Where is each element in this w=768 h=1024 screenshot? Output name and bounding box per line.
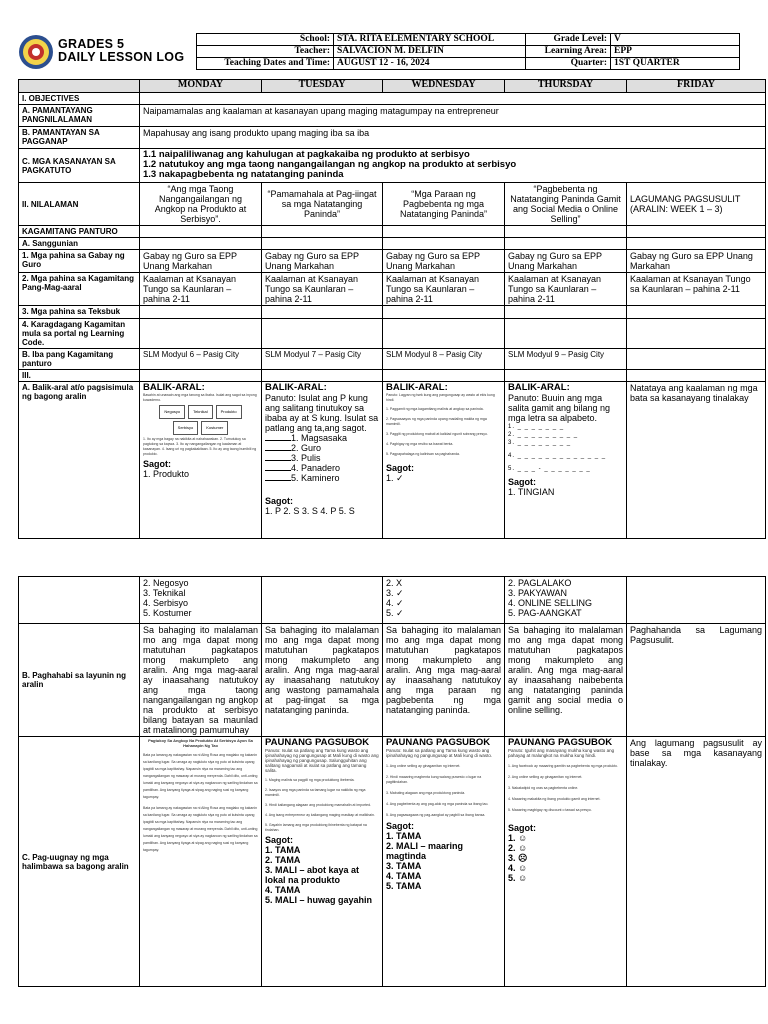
kasanayan-list: 1.1 naipaliliwanag ang kahulugan at pagkakaiba ng produkto at serbisyo 1.2 natutukoy ang mga taong nangangailangan ng angkop na produkto at serbisyo 1.3 nakapagbebenta ng natatanging paninda	[140, 149, 766, 183]
day-header: WEDNESDAY	[383, 80, 505, 93]
nilalaman-mon: “Ang mga Taong Nangangailangan ng Angkop na Produkto at Serbisyo”.	[140, 183, 262, 226]
pamantayang-text: Naipamamalas ang kaalaman at kasanayan upang maging matagumpay na entrepreneur	[140, 105, 766, 127]
objectives-label: I. OBJECTIVES	[19, 93, 140, 105]
teksbuk-label: 3. Mga pahina sa Teksbuk	[19, 306, 140, 319]
layunin-mon: Sa bahaging ito malalaman mo ang mga dapat mong matutuhan pagkatapos mong makumpleto ang aralin. Ang mga mag-aaral ay inaasahang natutukoy ang mga taong nangangailangan ng angkop na produkto at serbisyo bilang batayan sa maunlad at matalinong pamumuhay	[140, 624, 262, 737]
lesson-table-1	[18, 79, 766, 539]
kagamitan2-wed: Kaalaman at Ksanayan Tungo sa Kaunlaran – pahina 2-11	[383, 273, 505, 306]
iba-mon: SLM Modyul 6 – Pasig City	[140, 349, 262, 370]
day-header: MONDAY	[140, 80, 262, 93]
nilalaman-wed: “Mga Paraan ng Pagbebenta ng mga Natatanging Paninda”	[383, 183, 505, 226]
cont-mon: 2. Negosyo 3. Teknikal 4. Serbisyo 5. Kostumer	[140, 577, 262, 624]
nilalaman-fri: LAGUMANG PAGSUSULIT (ARALIN: WEEK 1 – 3)	[627, 183, 766, 226]
pagganap-label: B. PAMANTAYAN SA PAGGANAP	[19, 127, 140, 149]
quarter: 1ST QUARTER	[611, 58, 740, 70]
sanggunian-label: A. Sanggunian	[19, 238, 140, 250]
iba-thu: SLM Modyul 9 – Pasig City	[505, 349, 627, 370]
iii-label: III.	[19, 370, 140, 382]
smiley-answer: 3. ☹	[508, 853, 528, 863]
pagsubok-wed: PAUNANG PAGSUBOK Panuto: Isulat sa patlang ang Tama kung wasto ang ipinahahayag ng pangungusap at Mali kung di wasto. 1. Ang online selling ay ginagamitan ng internet. 2. Hindi maaaring magbenta kung walang puwesto o lugar na pagtitindahan. 3. Mabuting alagaan ang mga produktong paninda. 4. Ang pagbebenta ay ang pag-alok ng mga paninda sa ibang tao. 5. Ang pagsasagawa ng pag-aangkat ay pagbili sa ibang bansa. Sagot: 1. TAMA 2. MALI – maaring magtinda 3. TAMA 4. TAMA 5. TAMA	[383, 737, 505, 987]
log-title: GRADES 5 DAILY LESSON LOG	[58, 37, 185, 64]
gabay-label: 1. Mga pahina sa Gabay ng Guro	[19, 250, 140, 273]
pagsubok-fri: Ang lagumang pagsusulit ay base sa mga kasanayang tinalakay.	[627, 737, 766, 987]
balik-wed: BALIK-ARAL: Panuto: Lagyan ng tsek kung ang pangungusap ay wasto at ekis kung hindi. 1. Paggamit ng mga kagamitang malinis at angkop sa paninda. 2. Pagsasaayos ng mga paninda upang madaling makita ng mga mamimili. 3. Paggiit ng produktong mabuti at kalidad ngunit sobrang presyo. 4. Pagbigay ng mga resibo sa bawat benta. 5. Pagpapahalaga ng kalinisan sa paghahanda. Sagot: 1. ✓	[383, 382, 505, 539]
layunin-fri: Paghahanda sa Lagumang Pagsusulit.	[627, 624, 766, 737]
puzzle-blanks: 1. _ _ _ _ _ _ _ 2. _ _ _ _ _ _ _ _ _ 3. _ _ _ _ _ _ _ _ 4. _ _ _ _ _ _ _ _ _ _ _ _ _ 5. _ _ _ - _ _ _ _ _ _ _	[508, 424, 607, 472]
lesson-table-2	[18, 576, 766, 987]
karagdagan-label: 4. Karagdagang Kagamitan mula sa portal ng Learning Code.	[19, 319, 140, 349]
balik-label: A. Balik-aral at/o pagsisimula ng bagong aralin	[19, 382, 140, 539]
gabay-wed: Gabay ng Guro sa EPP Unang Markahan	[383, 250, 505, 273]
layunin-label: B. Paghahabi sa layunin ng aralin	[19, 624, 140, 737]
kagamitan2-fri: Kaalaman at Ksanayan Tungo sa Kaunlaran – pahina 2-11	[627, 273, 766, 306]
day-header: FRIDAY	[627, 80, 766, 93]
header	[18, 33, 765, 71]
smiley-answer: 4. ☺	[508, 863, 528, 873]
gabay-fri: Gabay ng Guro sa EPP Unang Markahan	[627, 250, 766, 273]
smiley-answer: 5. ☺	[508, 873, 528, 883]
nilalaman-tue: “Pamamahala at Pag-iingat sa mga Natatanging Paninda”	[262, 183, 383, 226]
pagsubok-tue: PAUNANG PAGSUBOK Panuto: Isulat sa patlang ang Tama kung wasto ang ipinahahayag ng pangungusap at Mali kung di wasto ang ipinahahayag ng pangungusap. Salungguhitan ang salitang nagpamali at isulat sa patlang ang tamang salita. 1. Maging malinis sa pagpili ng mga produktong ibebenta. 2. Isaayos ang mga paninda sa tamang lugar na nakikita ng mga mamimili. 3. Hindi kailangang alagaan ang produktong mamahalin at imported. 4. Ang isang entrepreneur ay kailangang maging masikap at malikhain. 5. Gayahin lamang ang mga produktong ibinebenta ng katapat na tindahan. Sagot: 1. TAMA 2. TAMA 3. MALI – abot kaya at lokal na produkto 4. TAMA 5. MALI – huwag gayahin	[262, 737, 383, 987]
grade-level: V	[611, 34, 740, 46]
pagsubok-thu: PAUNANG PAGSUBOK Panuto: Iguhit ang masayang mukha kung wasto ang pahayag at malungkot na mukha kung hindi. 1. Ang facebook ay maaaring gamitin sa pagbebenta ng mga produkto. 2. Ang online selling ay ginagamitan ng internet. 3. Nakakatipid ng oras sa pagbebenta online. 4. Maaaring makakita ng ibang produkto gamit ang internet. 5. Maaaring magbigay ng discount o tawad sa presyo. Sagot: 1. ☺ 2. ☺ 3. ☹ 4. ☺ 5. ☺	[505, 737, 627, 987]
pagsubok-mon: Pagtukoy Sa Angkop Na Produkto At Serbisyo Ayon Sa Hahanapin Ng Tao Bata pa lamang ay nakagawian na ni Aling Rosa ang maglako ng kakanin sa kanilang lugar. Sa umaga ay nagluluto siya ng puto at kutsinta upang ipagbili sa mga kapitbahay. Napansin niya na maraming tao ang nangangailangan ng masarap at murang meryenda. Dahil dito, unti-unting lumaki ang kanyang negosyo at siya ay nagkaroon ng sariling tindahan sa pamilihan. Ang kanyang tiyaga at sipag ang naging susi ng kanyang tagumpay. Bata pa lamang ay nakagawian na ni Aling Rosa ang maglako ng kakanin sa kanilang lugar. Sa umaga ay nagluluto siya ng puto at kutsinta upang ipagbili sa mga kapitbahay. Napansin niya na maraming tao ang nangangailangan ng masarap at murang meryenda. Dahil dito, unti-unting lumaki ang kanyang negosyo at siya ay nagkaroon ng sariling tindahan sa pamilihan. Ang kanyang tiyaga at sipag ang naging susi ng kanyang tagumpay.	[140, 737, 262, 987]
deped-seal-icon	[18, 34, 54, 70]
layunin-wed: Sa bahaging ito malalaman mo ang mga dapat mong matutuhan pagkatapos mong makumpleto ang aralin. Ang mga mag-aaral ay inaasahang natutukoy ang mga paraan ng pagbebenta ng mga natatanging paninda.	[383, 624, 505, 737]
gabay-tue: Gabay ng Guro sa EPP Unang Markahan	[262, 250, 383, 273]
balik-fri: Natataya ang kaalaman ng mga bata sa kasanayang tinalakay	[627, 382, 766, 539]
balik-mon: BALIK-ARAL: Basahin at unawain ang mga tanong sa ibaba. Isulat ang sagot sa inyong kuwaderno. Negosyo Teknikal Produkto Serbisyo Kostumer 1. Ito ay mga bagay na nakikita at nahahawakan. 2. Tumutukoy sa pagtulong sa kapwa. 3. Ito ay nangangailangan ng kaalaman at kasanayan. 4. Isang uri ng pagkakakitaan. 5. Ito ay ang taong bumibili ng produkto. Sagot: 1. Produkto	[140, 382, 262, 539]
gabay-mon: Gabay ng Guro sa EPP Unang Markahan	[140, 250, 262, 273]
day-header: TUESDAY	[262, 80, 383, 93]
iba-label: B. Iba pang Kagamitang panturo	[19, 349, 140, 370]
day-header: THURSDAY	[505, 80, 627, 93]
cont-wed: 2. X 3. ✓ 4. ✓ 5. ✓	[383, 577, 505, 624]
balik-tue: BALIK-ARAL: Panuto: Isulat ang P kung ang salitang tinutukoy sa ibaba ay at S kung. Isulat sa patlang ang ta,ang sagot. 1. Magsasaka 2. Guro 3. Pulis 4. Panadero 5. Kaminero Sagot: 1. P 2. S 3. S 4. P 5. S	[262, 382, 383, 539]
kagamitan2-thu: Kaalaman at Ksanayan Tungo sa Kaunlaran – pahina 2-11	[505, 273, 627, 306]
teaching-dates: AUGUST 12 - 16, 2024	[334, 58, 526, 70]
pamantayang-label: A. PAMANTAYANG PANGNILALAMAN	[19, 105, 140, 127]
gabay-thu: Gabay ng Guro sa EPP Unang Markahan	[505, 250, 627, 273]
smiley-answer: 2. ☺	[508, 843, 528, 853]
kagamitan-label: KAGAMITANG PANTURO	[19, 226, 140, 238]
word-bank: Negosyo Teknikal Produkto	[143, 405, 258, 419]
teacher-name: SALVACION M. DELFIN	[334, 46, 526, 58]
kasanayan-label: C. MGA KASANAYAN SA PAGKATUTO	[19, 149, 140, 183]
iba-wed: SLM Modyul 8 – Pasig City	[383, 349, 505, 370]
learning-area: EPP	[611, 46, 740, 58]
nilalaman-thu: “Pagbebenta ng Natatanging Paninda Gamit ang Social Media o Online Selling”	[505, 183, 627, 226]
lesson-log-page-2	[18, 576, 765, 987]
paguugnay-label: C. Pag-uugnay ng mga halimbawa sa bagong aralin	[19, 737, 140, 987]
layunin-thu: Sa bahaging ito malalaman mo ang mga dapat mong matutuhan pagkatapos mong makumpleto ang aralin. Ang mga mag-aaral ay inaasahang naibebenta ang natatanging paninda gamit ang social media o online selling.	[505, 624, 627, 737]
iba-tue: SLM Modyul 7 – Pasig City	[262, 349, 383, 370]
school-name: STA. RITA ELEMENTARY SCHOOL	[334, 34, 526, 46]
pagganap-text: Mapahusay ang isang produkto upang maging iba sa iba	[140, 127, 766, 149]
nilalaman-label: II. NILALAMAN	[19, 183, 140, 226]
balik-thu: BALIK-ARAL: Panuto: Buuin ang mga salita gamit ang bilang ng mga letra sa alpabeto. 1. _ _ _ _ _ _ _ 2. _ _ _ _ _ _ _ _ _ 3. _ _ _ _ _ _ _ _ 4. _ _ _ _ _ _ _ _ _ _ _ _ _ 5. _ _ _ - _ _ _ _ _ _ _ Sagot: 1. TINGIAN	[505, 382, 627, 539]
cont-thu: 2. PAGLALAKO 3. PAKYAWAN 4. ONLINE SELLING 5. PAG-AANGKAT	[505, 577, 627, 624]
kagamitan2-label: 2. Mga pahina sa Kagamitang Pang-Mag-aaral	[19, 273, 140, 306]
lesson-log-page-1	[18, 79, 765, 539]
iba-fri	[627, 349, 766, 370]
smiley-answer: 1. ☺	[508, 833, 528, 843]
kagamitan2-mon: Kaalaman at Ksanayan Tungo sa Kaunlaran – pahina 2-11	[140, 273, 262, 306]
kagamitan2-tue: Kaalaman at Ksanayan Tungo sa Kaunlaran – pahina 2-11	[262, 273, 383, 306]
layunin-tue: Sa bahaging ito malalaman mo ang mga dapat mong matutuhan pagkatapos mong makumpleto ang aralin. Ang mga mag-aaral ay inaasahang natutukoy ang wastong pamamahala at pag-iingat sa mga natatanging paninda.	[262, 624, 383, 737]
school-info-table: School: STA. RITA ELEMENTARY SCHOOL Grade Level: V Teacher: SALVACION M. DELFIN Learning Area: EPP Teaching Dates and Time: AUGUST 12 - 16, 2024 Quarter: 1ST QUARTER	[196, 33, 740, 70]
